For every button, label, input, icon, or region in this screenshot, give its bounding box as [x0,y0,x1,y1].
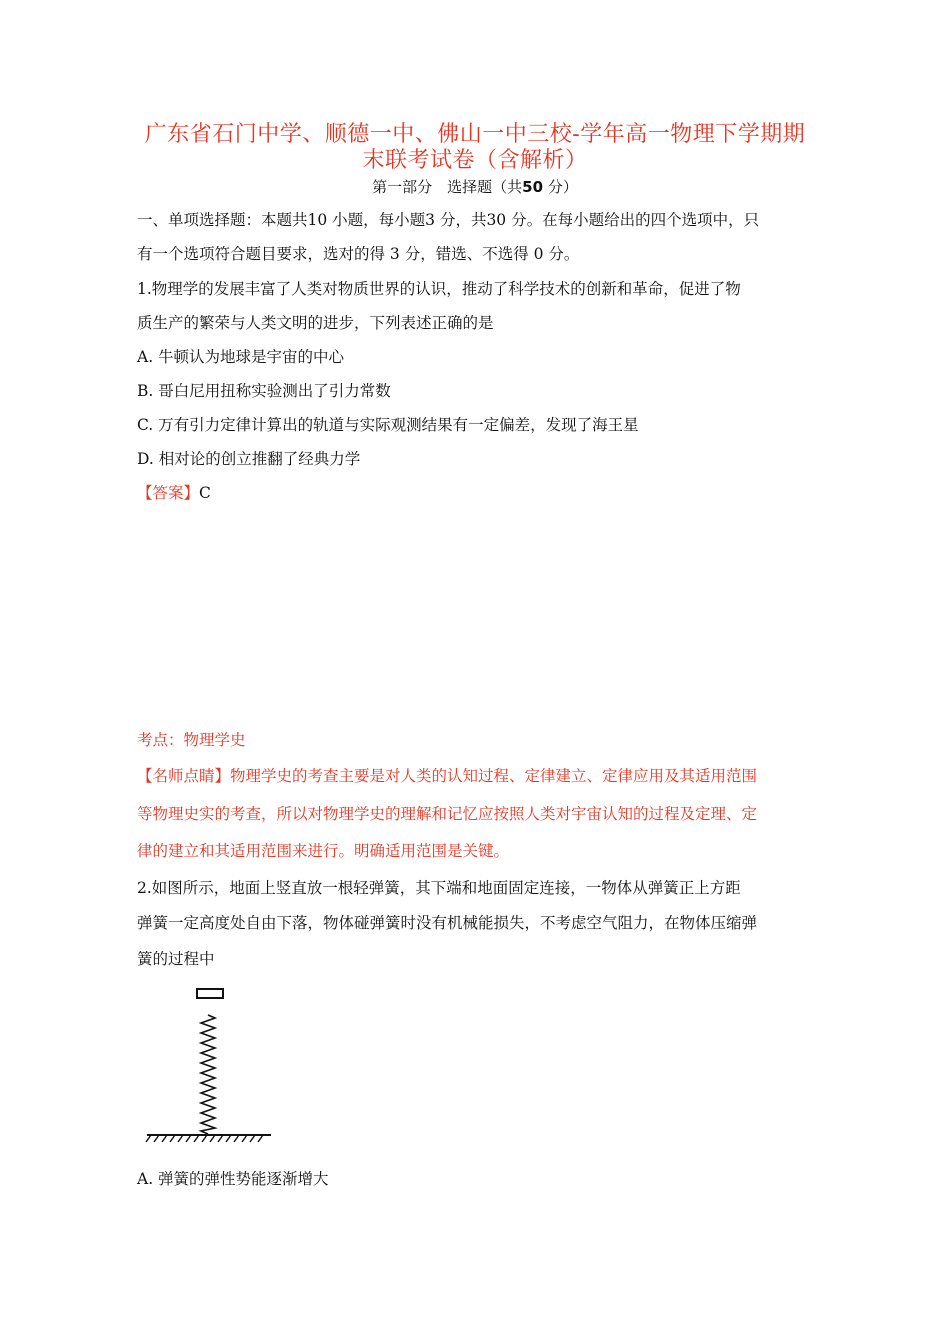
answer-value: C [199,484,211,502]
q1-option-b: B. 哥白尼用扭称实验测出了引力常数 [137,382,391,400]
spring-diagram [145,985,275,1150]
q1-comment-line1 [137,765,817,787]
q2-stem-line1: 2.如图所示，地面上竖直放一根轻弹簧，其下端和地面固定连接，一物体从弹簧正上方距 [137,879,741,897]
part-heading [0,176,950,198]
part-score: 50 [522,178,544,196]
part-prefix: 第一部分 选择题（共 [372,178,523,196]
spring-coil [201,1015,215,1134]
q2-stem-line2: 弹簧一定高度处自由下落，物体碰弹簧时没有机械能损失，不考虑空气阻力，在物体压缩弹 [137,914,758,932]
q1-kaodian: 考点：物理学史 [137,731,246,749]
q2-stem-line3: 簧的过程中 [137,950,215,968]
q1-stem-line1: 1.物理学的发展丰富了人类对物质世界的认识，推动了科学技术的创新和革命，促进了物 [137,280,741,298]
doc-title-line2: 末联考试卷（含解析） [362,148,588,173]
q1-answer [137,482,817,504]
q1-option-c: C. 万有引力定律计算出的轨道与实际观测结果有一定偏差，发现了海王星 [137,416,639,434]
spring-figure [145,985,275,1150]
q1-comment-line2: 等物理史实的考查，所以对物理学史的理解和记忆应按照人类对宇宙认知的过程及定理、定 [137,805,758,823]
section-instructions-line2: 有一个选项符合题目要求，选对的得 3 分，错选、不选得 0 分。 [137,245,580,263]
q2-option-a: A. 弹簧的弹性势能逐渐增大 [137,1170,329,1188]
q1-option-a: A. 牛顿认为地球是宇宙的中心 [137,348,345,366]
q1-comment-line3: 律的建立和其适用范围来进行。明确适用范围是关键。 [137,842,510,860]
answer-label: 【答案】 [137,484,200,502]
doc-title-line1: 广东省石门中学、顺德一中、佛山一中三校-学年高一物理下学期期 [144,122,806,147]
section-instructions-line1: 一、单项选择题：本题共10 小题，每小题3 分，共30 分。在每小题给出的四个选项中，只 [137,211,760,229]
part-suffix: 分） [543,178,578,196]
comment-label: 【名师点睛】 [137,767,231,785]
falling-block [197,989,223,998]
q1-stem-line2: 质生产的繁荣与人类文明的进步，下列表述正确的是 [137,314,494,332]
comment-text-1: 物理学史的考查主要是对人类的认知过程、定律建立、定律应用及其适用范围 [230,767,758,785]
q1-option-d: D. 相对论的创立推翻了经典力学 [137,450,361,468]
ground-hatching [146,1135,263,1142]
